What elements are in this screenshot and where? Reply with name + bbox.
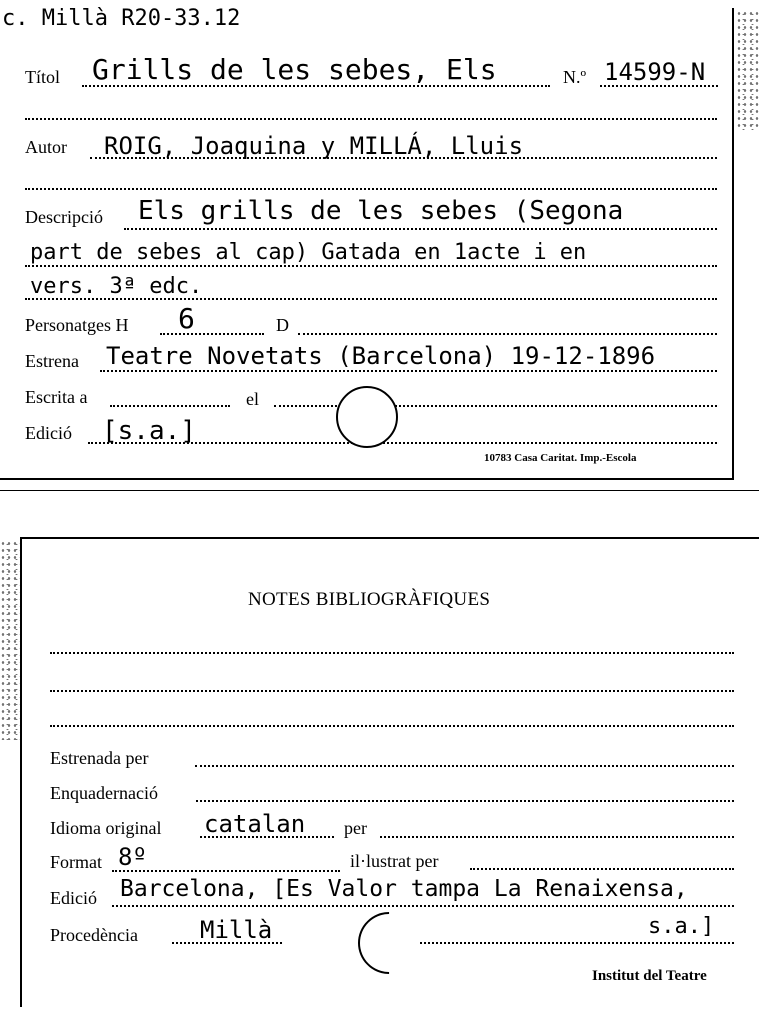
procedencia-label: Procedència [50,925,138,945]
card-bottom-top-border [20,537,759,539]
num-label: N.º [563,67,587,87]
autor-value: ROIG, Joaquina y MILLÁ, Lluis [104,132,524,160]
estrena-value: Teatre Novetats (Barcelona) 19-12-1896 [106,342,656,370]
escrita-line [110,405,230,407]
notes-line-1 [50,652,734,654]
titol-value: Grills de les sebes, Els [92,53,497,86]
notes-line-3 [50,725,734,727]
autor-line-2 [25,188,717,190]
scan-noise-bottom [0,540,20,740]
card-top-bottom-border [0,478,734,480]
edicio2-line [112,905,734,907]
procedencia-value: Millà [200,916,273,944]
enquadernacio-label: Enquadernació [50,783,158,803]
titol-line-2 [25,118,717,120]
punch-hole [336,386,398,448]
edicio-label: Edició [25,423,72,443]
idioma-per-line [380,836,734,838]
illustrat-line [470,868,734,870]
descripcio-line-1 [124,228,717,230]
illustrat-label: il·lustrat per [350,851,439,871]
sa-value: s.a.] [648,914,715,939]
estrena-line [100,370,717,372]
archive-stamp: c. Millà R20-33.12 [2,6,241,31]
descripcio-value-3: vers. 3ª edc. [30,274,203,299]
idioma-per-label: per [344,818,367,838]
printer-imprint: 10783 Casa Caritat. Imp.-Escola [484,452,637,464]
card-top-right-border [732,8,734,478]
descripcio-label: Descripció [25,207,103,227]
personatges-label: Personatges H [25,315,129,335]
idioma-label: Idioma original [50,818,162,838]
titol-label: Títol [25,67,60,87]
edicio2-label: Edició [50,888,97,908]
format-value: 8º [118,843,147,871]
edicio2-value: Barcelona, [Es Valor tampa La Renaixensa, [120,876,688,902]
estrena-label: Estrena [25,351,79,371]
card-bottom-left-border [20,537,22,1007]
edicio-value: [s.a.] [102,416,196,446]
institut-label: Institut del Teatre [592,968,707,984]
procedencia-line-2 [412,942,734,944]
format-label: Format [50,852,102,872]
descripcio-value-2: part de sebes al cap) Gatada en 1acte i en [30,240,587,265]
estrenada-line [195,765,734,767]
personatges-d-label: D [276,315,289,335]
punch-hole-bottom [345,899,433,987]
num-value: 14599-N [604,58,706,86]
scan-noise [736,10,759,130]
el-label: el [246,389,259,409]
personatges-d-line [298,333,717,335]
escrita-label: Escrita a [25,387,88,407]
notes-heading: NOTES BIBLIOGRÀFIQUES [248,589,491,610]
personatges-h-value: 6 [178,302,195,335]
enquadernacio-line [196,800,734,802]
descripcio-value-1: Els grills de les sebes (Segona [138,196,624,226]
estrenada-label: Estrenada per [50,748,149,768]
card-top-baseline [0,490,759,491]
descripcio-line-2 [25,265,717,267]
notes-line-2 [50,690,734,692]
personatges-h-line [160,333,264,335]
autor-label: Autor [25,137,67,157]
idioma-value: catalan [204,810,306,838]
